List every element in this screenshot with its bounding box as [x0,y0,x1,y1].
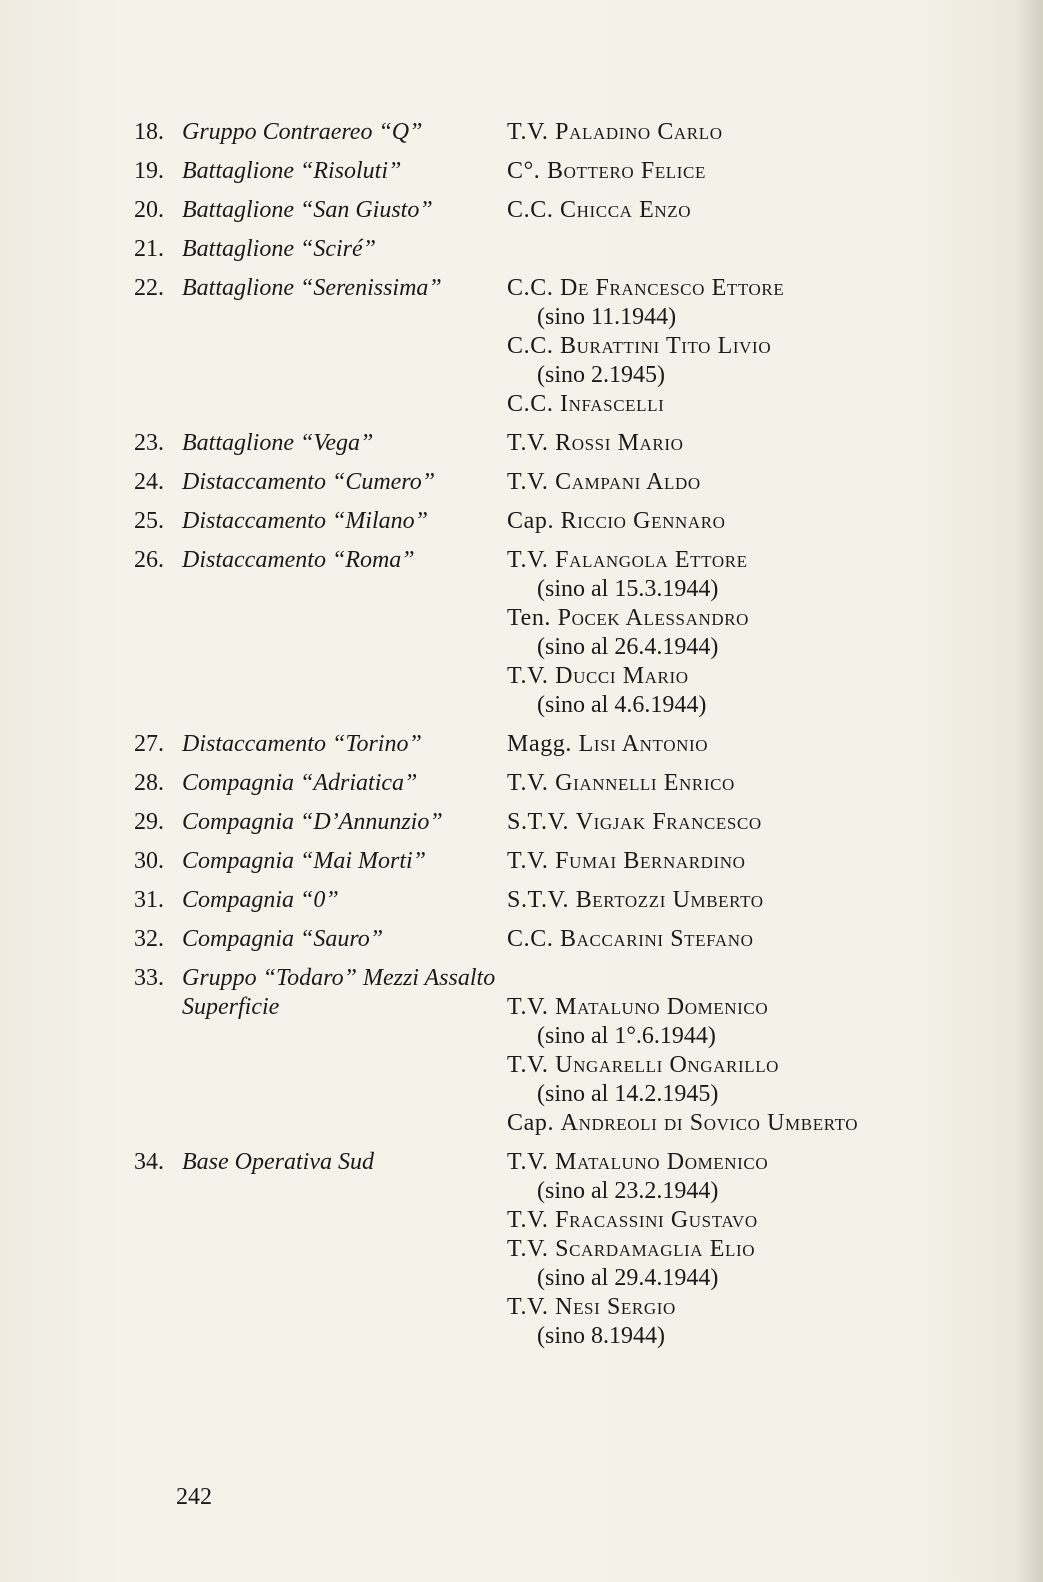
commander [507,808,994,837]
list-entry [134,730,994,759]
unit-name: Battaglione “Risoluti” [182,158,402,184]
commander-name: Fumai Bernardino [555,848,746,874]
commander-name: Chicca Enzo [560,197,692,223]
commander [507,468,994,497]
commander-rank: T.V. [507,994,549,1020]
unit-name: Distaccamento “Cumero” [182,469,436,495]
list-entry [134,886,994,915]
commander-tenure: (sino al 4.6.1944) [537,692,707,718]
entry-number: 32. [134,926,164,952]
unit-name: Gruppo “Todaro” Mezzi Assalto Superficie [182,965,496,1020]
commander-name: Pocek Alessandro [557,605,750,631]
commanders [507,808,994,837]
commander-rank: T.V. [507,770,549,796]
commander [507,429,994,458]
commander-rank: Magg. [507,731,572,757]
commander [507,1148,994,1177]
unit-name: Distaccamento “Torino” [182,731,422,757]
entry-number: 27. [134,731,164,757]
commander [507,118,994,147]
commander-name: Andreoli di Sovico Umberto [560,1110,859,1136]
commander-rank: T.V. [507,1294,549,1320]
commander-rank: C.C. [507,197,554,223]
commander-name: Nesi Sergio [555,1294,676,1320]
unit-name: Compagnia “0” [182,887,339,913]
commander-name: Infascelli [560,391,665,417]
commander [507,196,994,225]
commander-rank: T.V. [507,119,549,145]
entry-number: 31. [134,887,164,913]
commanders [507,769,994,798]
list-entry [134,507,994,536]
commander-name: Campani Aldo [555,469,701,495]
commander-name: Ducci Mario [555,663,689,689]
commander [507,1206,994,1235]
unit-name: Battaglione “Serenissima” [182,275,442,301]
entry-number: 34. [134,1149,164,1175]
commander-tenure: (sino al 23.2.1944) [537,1178,719,1204]
commanders [507,546,994,720]
commander-tenure: (sino al 1°.6.1944) [537,1023,716,1049]
list-entry [134,847,994,876]
unit-name: Battaglione “San Giusto” [182,197,433,223]
commander [507,546,994,575]
commander-rank: C.C. [507,275,554,301]
unit-name: Compagnia “Sauro” [182,926,384,952]
entry-number: 33. [134,965,164,991]
unit-name: Compagnia “Adriatica” [182,770,418,796]
entry-number: 28. [134,770,164,796]
commanders [507,468,994,497]
unit-name: Battaglione “Sciré” [182,236,376,262]
commander-name: Mataluno Domenico [555,1149,769,1175]
unit-name: Compagnia “D’Annunzio” [182,809,443,835]
commander [507,332,994,361]
commanders [507,847,994,876]
unit-commander-list [134,118,994,1361]
commander [507,1235,994,1264]
commander [507,662,994,691]
commander-tenure: (sino 2.1945) [537,362,665,388]
entry-number: 25. [134,508,164,534]
commander-name: Burattini Tito Livio [560,333,772,359]
commander-name: Fracassini Gustavo [555,1207,758,1233]
commander-rank: T.V. [507,547,549,573]
commanders [507,196,994,225]
unit-name: Gruppo Contraereo “Q” [182,119,423,145]
commander-tenure: (sino al 15.3.1944) [537,576,719,602]
entry-number: 21. [134,236,164,262]
commander-name: Riccio Gennaro [560,508,726,534]
list-entry [134,964,994,1138]
commander-rank: T.V. [507,848,549,874]
commander-name: Baccarini Stefano [560,926,754,952]
commander-rank: C.C. [507,926,554,952]
commander [507,604,994,633]
commander-name: Paladino Carlo [555,119,723,145]
commander [507,769,994,798]
commander-name: Mataluno Domenico [555,994,769,1020]
commander-name: Falangola Ettore [555,547,748,573]
list-entry [134,546,994,720]
commander-name: Vigjak Francesco [575,809,762,835]
list-entry [134,196,994,225]
unit-name: Base Operativa Sud [182,1149,374,1175]
commander [507,507,994,536]
commander [507,1293,994,1322]
commander-name: Rossi Mario [555,430,684,456]
unit-name: Distaccamento “Roma” [182,547,415,573]
list-entry [134,808,994,837]
entry-number: 20. [134,197,164,223]
commander-name: Scardamaglia Elio [555,1236,756,1262]
entry-number: 26. [134,547,164,573]
commander-rank: Cap. [507,508,555,534]
list-entry [134,235,994,264]
commanders [507,925,994,954]
commander-name: Bertozzi Umberto [575,887,764,913]
commander-rank: T.V. [507,430,549,456]
commander [507,390,994,419]
unit-name: Compagnia “Mai Morti” [182,848,427,874]
commander-name: Giannelli Enrico [555,770,735,796]
commander-rank: Cap. [507,1110,555,1136]
entry-number: 24. [134,469,164,495]
commander-name: De Francesco Ettore [560,275,785,301]
commander [507,730,994,759]
list-entry [134,429,994,458]
commander [507,274,994,303]
commander-rank: T.V. [507,1149,549,1175]
commander [507,886,994,915]
list-entry [134,925,994,954]
commander-tenure: (sino 11.1944) [537,304,677,330]
list-entry [134,118,994,147]
list-entry [134,274,994,419]
commander-rank: S.T.V. [507,887,570,913]
commander-tenure: (sino al 14.2.1945) [537,1081,719,1107]
commander-rank: T.V. [507,1207,549,1233]
commander-rank: C.C. [507,333,554,359]
commander [507,1109,994,1138]
unit-name: Distaccamento “Milano” [182,508,428,534]
entry-number: 19. [134,158,164,184]
commander-rank: S.T.V. [507,809,570,835]
commander-name: Lisi Antonio [578,731,709,757]
commander-tenure: (sino 8.1944) [537,1323,665,1349]
commander-tenure: (sino al 29.4.1944) [537,1265,719,1291]
list-entry [134,769,994,798]
entry-number: 22. [134,275,164,301]
commander-name: Ungarelli Ongarillo [555,1052,780,1078]
commander [507,157,994,186]
commanders [507,886,994,915]
commanders [507,964,994,1138]
commanders [507,730,994,759]
commander [507,1051,994,1080]
commander [507,993,994,1022]
commander [507,847,994,876]
list-entry [134,157,994,186]
list-entry [134,468,994,497]
commander-rank: T.V. [507,1052,549,1078]
commander-rank: T.V. [507,469,549,495]
commander-name: Bottero Felice [547,158,706,184]
list-entry [134,1148,994,1351]
commander-rank: T.V. [507,663,549,689]
commanders [507,157,994,186]
commanders [507,429,994,458]
commander-rank: C.C. [507,391,554,417]
entry-number: 18. [134,119,164,145]
commander-rank: C°. [507,158,541,184]
commanders [507,118,994,147]
commander [507,925,994,954]
commanders [507,507,994,536]
entry-number: 23. [134,430,164,456]
commander-rank: T.V. [507,1236,549,1262]
commanders [507,1148,994,1351]
commanders [507,274,994,419]
entry-number: 30. [134,848,164,874]
entry-number: 29. [134,809,164,835]
unit-name: Battaglione “Vega” [182,430,374,456]
page-number: 242 [176,1484,212,1510]
commander-tenure: (sino al 26.4.1944) [537,634,719,660]
commander-rank: Ten. [507,605,552,631]
